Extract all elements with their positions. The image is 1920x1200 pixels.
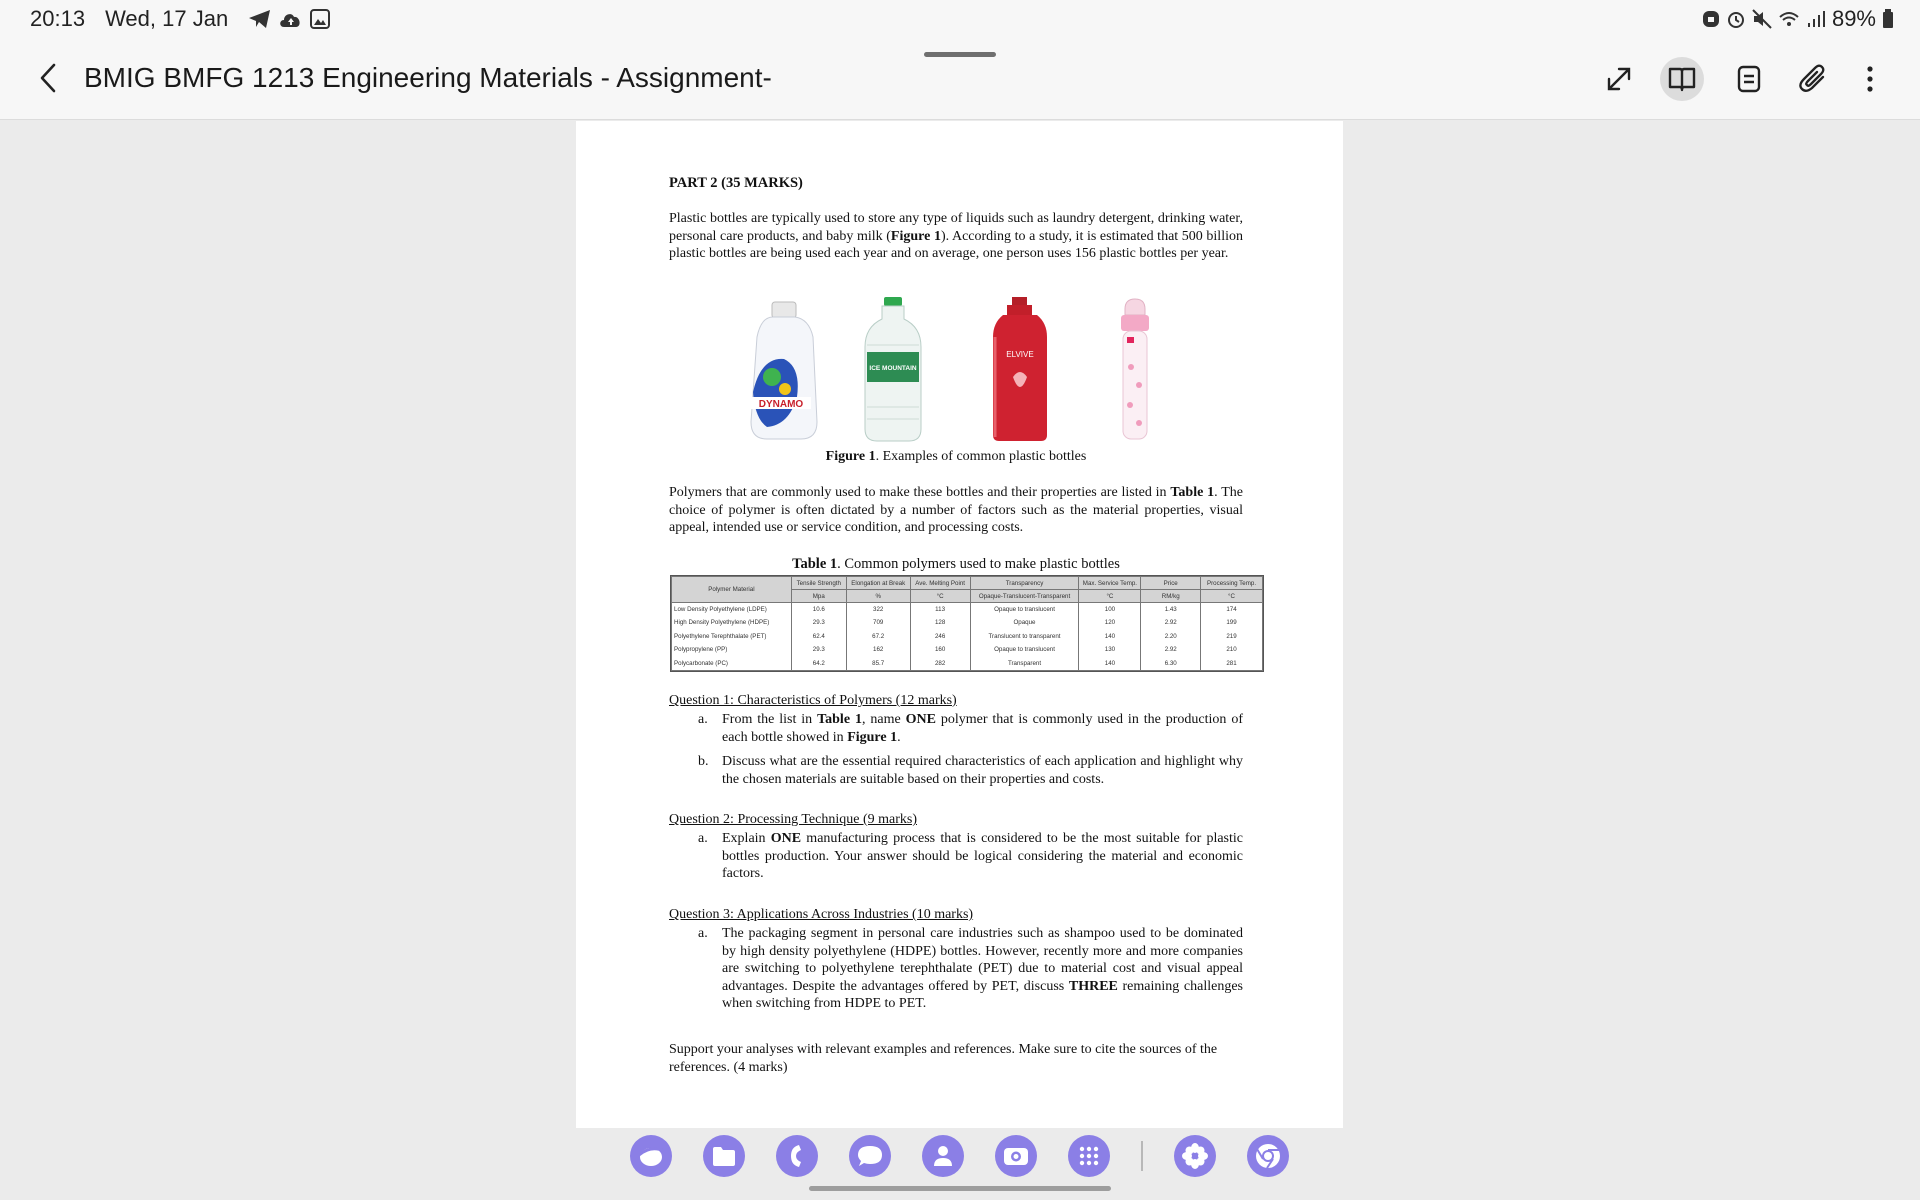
telegram-icon: [248, 9, 272, 29]
question-1a-text: From the list in Table 1, name ONE polymer that is commonly used in the production of each bottle showed in Figure 1.: [722, 712, 1243, 745]
table-unit-cell: °C: [910, 590, 970, 603]
polymers-paragraph: Polymers that are commonly used to make these bottles and their properties are listed in Table 1. The choice of polymer is often dictated by a number of factors such as the material properties, visual appeal, intended use or service condition, and processing costs.: [669, 485, 1243, 536]
table-unit-cell: °C: [1079, 590, 1141, 603]
table-cell: 140: [1079, 630, 1141, 644]
cloud-upload-icon: [278, 9, 304, 29]
table-header-cell: Elongation at Break: [846, 577, 910, 590]
battery-percent: 89%: [1831, 6, 1876, 31]
messages-app[interactable]: [849, 1135, 891, 1177]
table-cell: 199: [1201, 616, 1263, 630]
table-unit-cell: RM/kg: [1141, 590, 1201, 603]
table-header-row: [672, 577, 1263, 590]
drag-handle[interactable]: [924, 52, 996, 57]
table-cell: 2.92: [1141, 616, 1201, 630]
gallery-icon: [1181, 1142, 1209, 1170]
table-cell: 67.2: [846, 630, 910, 644]
question-3a-text: The packaging segment in personal care industries such as shampoo used to be dominated by high density polyethylene (HDPE) bottles. However, recently more and more companies are switching to polyethylene terephthalate (PET) due to material cost and visual appeal advantages. Despite the advantages offered by PET, discuss THREE remaining challenges when switching from HDPE to PET.: [722, 926, 1244, 1012]
table-cell: 100: [1079, 603, 1141, 617]
table-row: [672, 630, 1263, 644]
table-header-cell: Tensile Strength: [791, 577, 846, 590]
table-cell: 1.43: [1141, 603, 1201, 617]
status-bar: [0, 0, 1920, 40]
table-header-cell: Transparency: [970, 577, 1079, 590]
wifi-icon: [1778, 9, 1800, 29]
table-cell: 113: [910, 603, 970, 617]
question-3-heading: Question 3: Applications Across Industries (10 marks): [669, 907, 974, 922]
table-cell: 210: [1201, 643, 1263, 657]
table-cell: 282: [910, 657, 970, 671]
lock-icon: [1702, 9, 1720, 29]
table-cell: 62.4: [791, 630, 846, 644]
book-view-icon: [1667, 65, 1697, 93]
table-cell: 140: [1079, 657, 1141, 671]
table-cell: Opaque to translucent: [970, 643, 1079, 657]
phone-icon: [785, 1143, 809, 1169]
attach-button[interactable]: [1792, 57, 1836, 101]
question-1b-text: Discuss what are the essential required characteristics of each application and highlight why the chosen materials are suitable based on their properties and costs.: [722, 754, 1243, 787]
app-bar: [0, 40, 1920, 120]
dock-separator: [1141, 1141, 1143, 1171]
table-row: [672, 616, 1263, 630]
gallery-app[interactable]: [1174, 1135, 1216, 1177]
table-header-cell: Polymer Material: [672, 577, 792, 603]
table-cell: 709: [846, 616, 910, 630]
table-cell: Polypropylene (PP): [672, 643, 792, 657]
figure-1-caption: Figure 1. Examples of common plastic bottles: [825, 449, 1087, 464]
table-cell: 2.20: [1141, 630, 1201, 644]
alarm-icon: [1726, 9, 1746, 29]
table-cell: Translucent to transparent: [970, 630, 1079, 644]
chrome-icon: [1253, 1141, 1283, 1171]
signal-icon: [1806, 9, 1826, 29]
text-mode-button[interactable]: [1727, 57, 1771, 101]
table-cell: 10.6: [791, 603, 846, 617]
files-icon: [711, 1144, 737, 1168]
table-1-caption: Table 1. Common polymers used to make plastic bottles: [792, 556, 1120, 572]
table-cell: 130: [1079, 643, 1141, 657]
contacts-icon: [931, 1143, 955, 1169]
question-1-heading: Question 1: Characteristics of Polymers (12 marks): [669, 693, 957, 708]
expand-button[interactable]: [1597, 57, 1641, 101]
water-brand-text: ICE MOUNTAIN: [869, 365, 917, 372]
table-cell: Opaque: [970, 616, 1079, 630]
table-cell: 128: [910, 616, 970, 630]
back-icon: [37, 62, 59, 94]
figure-1-bottles: [669, 297, 1243, 447]
table-row: [672, 603, 1263, 617]
apps-grid-button[interactable]: [1068, 1135, 1110, 1177]
more-icon: [1866, 65, 1874, 93]
back-button[interactable]: [28, 58, 68, 98]
expand-icon: [1605, 65, 1633, 93]
question-2a-text: Explain ONE manufacturing process that is considered to be the most suitable for plastic bottles production. Your answer should be logical considering the material and economic factors.: [722, 831, 1243, 882]
more-options-button[interactable]: [1848, 57, 1892, 101]
gallery-notification-icon: [310, 9, 330, 29]
table-cell: Transparent: [970, 657, 1079, 671]
phone-app[interactable]: [776, 1135, 818, 1177]
question-2-heading: Question 2: Processing Technique (9 marks): [669, 812, 917, 827]
table-cell: Polycarbonate (PC): [672, 657, 792, 671]
table-cell: 160: [910, 643, 970, 657]
table-cell: 6.30: [1141, 657, 1201, 671]
chrome-app[interactable]: [1247, 1135, 1289, 1177]
messages-icon: [856, 1143, 884, 1169]
contacts-app[interactable]: [922, 1135, 964, 1177]
shampoo-bottle-image: [993, 297, 1047, 441]
shampoo-brand-text: ELVIVE: [1006, 350, 1034, 359]
status-date: Wed, 17 Jan: [105, 6, 229, 31]
status-time: 20:13: [30, 6, 86, 31]
files-app[interactable]: [703, 1135, 745, 1177]
table-cell: 246: [910, 630, 970, 644]
table-cell: Opaque to translucent: [970, 603, 1079, 617]
table-cell: Low Density Polyethylene (LDPE): [672, 603, 792, 617]
table-cell: 162: [846, 643, 910, 657]
closing-paragraph: Support your analyses with relevant examples and references. Make sure to cite the sources of the references. (4 marks): [669, 1042, 1218, 1075]
table-cell: 85.7: [846, 657, 910, 671]
table-cell: 281: [1201, 657, 1263, 671]
attachment-icon: [1799, 64, 1829, 94]
intro-paragraph: Plastic bottles are typically used to store any type of liquids such as laundry detergent, drinking water, personal care products, and baby milk (Figure 1). According to a study, it is estimated that 500 billion plastic bottles are being used each year and on average, one person uses 156 plastic bottles per year.: [669, 211, 1243, 262]
table-header-cell: Ave. Melting Point: [910, 577, 970, 590]
document-title: BMIG BMFG 1213 Engineering Materials - Assignment-: [84, 62, 772, 93]
water-bottle-image: [865, 297, 921, 441]
apps-grid-icon: [1077, 1144, 1101, 1168]
table-unit-cell: %: [846, 590, 910, 603]
reading-mode-button[interactable]: [1660, 57, 1704, 101]
table-header-cell: Price: [1141, 577, 1201, 590]
part-heading: PART 2 (35 MARKS): [669, 175, 803, 191]
table-cell: 29.3: [791, 616, 846, 630]
table-cell: 322: [846, 603, 910, 617]
table-cell: 2.92: [1141, 643, 1201, 657]
table-cell: High Density Polyethylene (HDPE): [672, 616, 792, 630]
battery-icon: [1882, 9, 1894, 29]
table-cell: 174: [1201, 603, 1263, 617]
table-cell: 29.3: [791, 643, 846, 657]
internet-app[interactable]: [630, 1135, 672, 1177]
table-row: [672, 657, 1263, 671]
text-view-icon: [1736, 65, 1762, 93]
table-cell: 120: [1079, 616, 1141, 630]
detergent-brand-text: DYNAMO: [758, 399, 804, 410]
taskbar-dock: [630, 1131, 1289, 1181]
camera-icon: [1002, 1144, 1030, 1168]
detergent-bottle-image: [751, 302, 817, 439]
table-cell: Polyethylene Terephthalate (PET): [672, 630, 792, 644]
table-unit-cell: Mpa: [791, 590, 846, 603]
mute-icon: [1752, 9, 1772, 29]
table-cell: 219: [1201, 630, 1263, 644]
table-1: [671, 576, 1263, 671]
document-page[interactable]: PART 2 (35 MARKS) Plastic bottles are typically used to store any type of liquids such as laundry detergent, drinking water, personal care products, and baby milk (Figure 1). According to a study, it is estimated that 500 billion plastic bottles are being used each year and on average, one person uses 156 plastic bottles per year. DYNAMO ICE MOUNTAIN ELVIVE Figure 1. Examples of common plastic bottles Polymers that are commonly used to make these bottles and their properties are listed in Table 1. The choice of polymer is often dictated by a number of factors such as the material properties, visual appeal, intended use or service condition, and processing costs. Table 1. Common polymers used to make plastic bottles Polymer Material Tensile Strength Elongation at Break Ave. Melting Point Transparency Max. Service Temp. Price Processing Temp. Mpa % °C Opaque-Translucent-Transparent °C RM/kg °C Low Density Polyethylene (LDPE) 10.6 322 113 Opaque to translucent 100 1.43 174 High Density Polyethylene (HDPE) 29.3 709 128 Opaque 120 2.92 199 Polyethylene Terephthalate (PET) 62.4 67.2 246 Translucent to transparent 140 2.20 219 Polypropylene (PP) 29.3 162 160 Opaque to translucent 130 2.92 210 Polycarbonate (PC) 64.2 85.7 282 Transparent 140 6.30 281 Question 1: Characteristics of Polymers (12 marks) a. From the list in Table 1, name ONE polymer that is commonly used in the production of each bottle showed in Figure 1. b. Discuss what are the essential required characteristics of each application and highlight why the chosen materials are suitable based on their properties and costs. Question 2: Processing Technique (9 marks) a. Explain ONE manufacturing process that is considered to be the most suitable for plastic bottles production. Your answer should be logical considering the material and economic factors. Question 3: Applications Across Industries (10 marks) a. The packaging segment in personal care industries such as shampoo used to be dominated by high density polyethylene (HDPE) bottles. However, recently more and more companies are switching to polyethylene terephthalate (PET) due to material cost and visual appeal advantages. Despite the advantages offered by PET, discuss THREE remaining challenges when switching from HDPE to PET. Support your analyses with relevant examples and references. Make sure to cite the sources of the references. (4 marks): [576, 121, 1343, 1128]
table-cell: 64.2: [791, 657, 846, 671]
table-unit-cell: °C: [1201, 590, 1263, 603]
table-header-cell: Max. Service Temp.: [1079, 577, 1141, 590]
table-row: [672, 643, 1263, 657]
table-header-cell: Processing Temp.: [1201, 577, 1263, 590]
table-unit-cell: Opaque-Translucent-Transparent: [970, 590, 1079, 603]
baby-bottle-image: [1121, 299, 1149, 439]
home-gesture-bar[interactable]: [809, 1186, 1111, 1191]
camera-app[interactable]: [995, 1135, 1037, 1177]
internet-icon: [636, 1141, 666, 1171]
